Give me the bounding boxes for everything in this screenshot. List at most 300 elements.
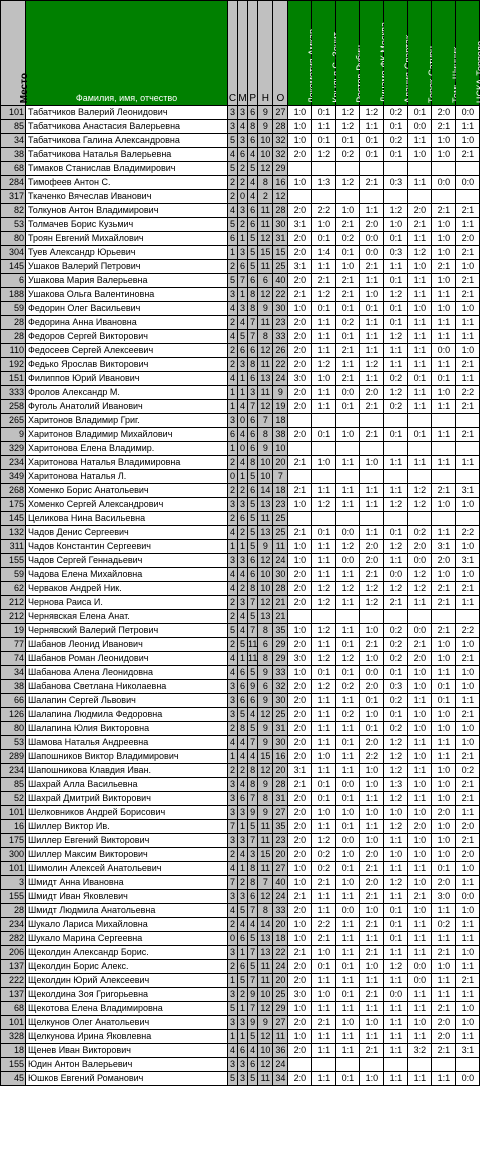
prediction-cell: 0:0 bbox=[432, 176, 456, 190]
s-cell: 3 bbox=[228, 792, 238, 806]
prediction-cell: 2:0 bbox=[408, 820, 432, 834]
place-cell: 85 bbox=[1, 778, 26, 792]
prediction-cell: 1:0 bbox=[408, 260, 432, 274]
s-cell: 6 bbox=[228, 428, 238, 442]
name-cell: Харитонова Елена Владимир. bbox=[26, 442, 228, 456]
prediction-cell: 2:1 bbox=[360, 176, 384, 190]
prediction-cell bbox=[432, 470, 456, 484]
o-cell: 27 bbox=[273, 106, 288, 120]
r-cell: 8 bbox=[248, 120, 258, 134]
s-cell: 3 bbox=[228, 694, 238, 708]
prediction-cell: 3:2 bbox=[408, 1044, 432, 1058]
prediction-cell: 2:1 bbox=[456, 708, 480, 722]
place-cell: 110 bbox=[1, 344, 26, 358]
prediction-cell bbox=[432, 414, 456, 428]
prediction-cell: 1:1 bbox=[312, 400, 336, 414]
prediction-cell: 1:1 bbox=[336, 946, 360, 960]
prediction-cell: 1:1 bbox=[312, 736, 336, 750]
prediction-cell: 1:1 bbox=[360, 1030, 384, 1044]
prediction-cell: 2:0 bbox=[360, 736, 384, 750]
prediction-cell: 1:2 bbox=[384, 288, 408, 302]
n-cell: 7 bbox=[258, 414, 273, 428]
m-cell: 2 bbox=[238, 876, 248, 890]
prediction-cell: 0:1 bbox=[384, 918, 408, 932]
r-cell: 6 bbox=[248, 890, 258, 904]
prediction-cell: 2:2 bbox=[360, 750, 384, 764]
r-cell: 7 bbox=[248, 1002, 258, 1016]
name-cell: Федько Ярослав Викторович bbox=[26, 358, 228, 372]
name-cell: Шукало Марина Сергеевна bbox=[26, 932, 228, 946]
prediction-cell: 2:0 bbox=[360, 218, 384, 232]
stat-header-n: Н bbox=[258, 1, 273, 106]
table-row bbox=[1, 876, 480, 890]
prediction-cell: 0:1 bbox=[408, 428, 432, 442]
prediction-cell: 2:1 bbox=[384, 596, 408, 610]
prediction-cell: 2:1 bbox=[408, 638, 432, 652]
table-row bbox=[1, 974, 480, 988]
prediction-cell: 0:2 bbox=[312, 848, 336, 862]
prediction-cell: 2:0 bbox=[288, 1072, 312, 1086]
name-cell: Тимаков Станислав Владимирович bbox=[26, 162, 228, 176]
o-cell: 30 bbox=[273, 218, 288, 232]
prediction-cell: 2:1 bbox=[456, 274, 480, 288]
place-cell: 317 bbox=[1, 190, 26, 204]
prediction-cell: 1:2 bbox=[336, 582, 360, 596]
prediction-cell: 2:0 bbox=[288, 792, 312, 806]
s-cell: 3 bbox=[228, 414, 238, 428]
prediction-cell bbox=[384, 414, 408, 428]
prediction-cell: 1:1 bbox=[336, 358, 360, 372]
prediction-cell: 1:1 bbox=[312, 708, 336, 722]
name-cell: Шахрай Алла Васильевна bbox=[26, 778, 228, 792]
n-cell: 10 bbox=[258, 456, 273, 470]
o-cell: 22 bbox=[273, 358, 288, 372]
prediction-cell: 1:1 bbox=[408, 1002, 432, 1016]
prediction-cell: 1:1 bbox=[408, 988, 432, 1002]
place-cell: 101 bbox=[1, 862, 26, 876]
place-cell: 268 bbox=[1, 484, 26, 498]
s-cell: 5 bbox=[228, 1072, 238, 1086]
prediction-cell bbox=[336, 512, 360, 526]
prediction-cell: 1:1 bbox=[432, 974, 456, 988]
o-cell: 24 bbox=[273, 372, 288, 386]
prediction-cell: 2:1 bbox=[288, 288, 312, 302]
prediction-cell: 1:0 bbox=[432, 386, 456, 400]
s-cell: 4 bbox=[228, 330, 238, 344]
prediction-cell: 1:0 bbox=[432, 792, 456, 806]
place-cell: 66 bbox=[1, 694, 26, 708]
name-cell: Шмидт Иван Яковлевич bbox=[26, 890, 228, 904]
prediction-cell: 0:0 bbox=[456, 176, 480, 190]
o-cell: 24 bbox=[273, 1058, 288, 1072]
prediction-cell: 1:1 bbox=[432, 288, 456, 302]
place-cell: 80 bbox=[1, 232, 26, 246]
n-cell: 13 bbox=[258, 372, 273, 386]
r-cell: 7 bbox=[248, 330, 258, 344]
prediction-cell: 2:1 bbox=[312, 932, 336, 946]
prediction-cell: 1:0 bbox=[360, 652, 384, 666]
prediction-cell: 1:1 bbox=[360, 274, 384, 288]
prediction-cell: 0:2 bbox=[336, 316, 360, 330]
name-cell: Черваков Андрей Ник. bbox=[26, 582, 228, 596]
s-cell: 7 bbox=[228, 876, 238, 890]
place-cell: 77 bbox=[1, 638, 26, 652]
m-cell: 8 bbox=[238, 722, 248, 736]
prediction-cell: 1:1 bbox=[408, 232, 432, 246]
s-cell: 4 bbox=[228, 904, 238, 918]
table-row bbox=[1, 610, 480, 624]
prediction-cell: 1:1 bbox=[456, 456, 480, 470]
n-cell: 2 bbox=[258, 190, 273, 204]
m-cell: 3 bbox=[238, 1016, 248, 1030]
prediction-cell: 1:2 bbox=[408, 498, 432, 512]
prediction-cell bbox=[312, 512, 336, 526]
prediction-cell: 1:0 bbox=[312, 946, 336, 960]
prediction-cell: 2:1 bbox=[360, 638, 384, 652]
prediction-cell: 1:3 bbox=[312, 176, 336, 190]
s-cell: 2 bbox=[228, 960, 238, 974]
prediction-cell: 1:0 bbox=[384, 848, 408, 862]
prediction-cell: 2:1 bbox=[456, 778, 480, 792]
n-cell: 10 bbox=[258, 134, 273, 148]
place-cell: 28 bbox=[1, 316, 26, 330]
prediction-cell: 1:2 bbox=[312, 652, 336, 666]
m-cell: 1 bbox=[238, 652, 248, 666]
name-cell: Шукало Лариса Михайловна bbox=[26, 918, 228, 932]
prediction-cell: 1:0 bbox=[432, 134, 456, 148]
prediction-cell: 2:1 bbox=[456, 428, 480, 442]
prediction-cell: 1:1 bbox=[456, 960, 480, 974]
prediction-cell: 1:0 bbox=[360, 1072, 384, 1086]
table-row bbox=[1, 106, 480, 120]
prediction-cell bbox=[432, 1058, 456, 1072]
prediction-cell: 2:0 bbox=[288, 204, 312, 218]
o-cell: 24 bbox=[273, 890, 288, 904]
n-cell: 13 bbox=[258, 498, 273, 512]
prediction-cell: 1:0 bbox=[432, 708, 456, 722]
s-cell: 2 bbox=[228, 176, 238, 190]
s-cell: 2 bbox=[228, 358, 238, 372]
prediction-cell: 1:1 bbox=[408, 792, 432, 806]
r-cell: 6 bbox=[248, 372, 258, 386]
prediction-cell: 1:0 bbox=[288, 302, 312, 316]
o-cell: 16 bbox=[273, 176, 288, 190]
r-cell: 4 bbox=[248, 918, 258, 932]
table-row bbox=[1, 1016, 480, 1030]
prediction-cell: 1:0 bbox=[456, 946, 480, 960]
n-cell: 9 bbox=[258, 442, 273, 456]
m-cell: 2 bbox=[238, 484, 248, 498]
name-cell: Чернявская Елена Анат. bbox=[26, 610, 228, 624]
prediction-cell bbox=[432, 190, 456, 204]
r-cell: 8 bbox=[248, 764, 258, 778]
name-cell: Шабанова Светлана Николаевна bbox=[26, 680, 228, 694]
o-cell: 20 bbox=[273, 918, 288, 932]
prediction-cell bbox=[456, 414, 480, 428]
prediction-cell: 1:0 bbox=[456, 1002, 480, 1016]
prediction-cell: 1:1 bbox=[312, 820, 336, 834]
name-cell: Хоменко Борис Анатольевич bbox=[26, 484, 228, 498]
r-cell: 5 bbox=[248, 1072, 258, 1086]
prediction-cell: 2:0 bbox=[408, 204, 432, 218]
prediction-cell: 2:0 bbox=[288, 750, 312, 764]
prediction-cell: 2:1 bbox=[456, 792, 480, 806]
m-cell: 1 bbox=[238, 820, 248, 834]
prediction-cell: 1:2 bbox=[360, 106, 384, 120]
name-cell: Чернявский Валерий Петрович bbox=[26, 624, 228, 638]
place-cell: 68 bbox=[1, 1002, 26, 1016]
r-cell: 5 bbox=[248, 960, 258, 974]
r-cell: 7 bbox=[248, 596, 258, 610]
table-row bbox=[1, 442, 480, 456]
s-cell: 4 bbox=[228, 526, 238, 540]
s-cell: 4 bbox=[228, 736, 238, 750]
prediction-cell: 1:0 bbox=[432, 246, 456, 260]
prediction-cell: 1:1 bbox=[360, 484, 384, 498]
prediction-cell: 3:1 bbox=[456, 1044, 480, 1058]
table-row bbox=[1, 568, 480, 582]
name-cell: Щелкунова Ирина Яковлевна bbox=[26, 1030, 228, 1044]
o-cell: 18 bbox=[273, 484, 288, 498]
prediction-cell: 2:1 bbox=[456, 582, 480, 596]
n-cell: 12 bbox=[258, 288, 273, 302]
place-cell: 282 bbox=[1, 932, 26, 946]
r-cell: 4 bbox=[248, 1044, 258, 1058]
prediction-cell: 1:0 bbox=[456, 134, 480, 148]
r-cell: 5 bbox=[248, 232, 258, 246]
table-row bbox=[1, 722, 480, 736]
prediction-cell bbox=[360, 442, 384, 456]
r-cell: 8 bbox=[248, 358, 258, 372]
m-cell: 1 bbox=[238, 1030, 248, 1044]
place-header bbox=[1, 1, 30, 106]
s-cell: 2 bbox=[228, 456, 238, 470]
prediction-cell: 1:0 bbox=[408, 778, 432, 792]
place-cell: 59 bbox=[1, 302, 26, 316]
prediction-cell bbox=[336, 442, 360, 456]
prediction-cell: 0:0 bbox=[336, 554, 360, 568]
prediction-cell: 2:1 bbox=[312, 876, 336, 890]
name-cell: Федосеев Сергей Алексеевич bbox=[26, 344, 228, 358]
s-cell: 1 bbox=[228, 386, 238, 400]
r-cell: 3 bbox=[248, 386, 258, 400]
name-cell: Харитонов Владимир Михайлович bbox=[26, 428, 228, 442]
prediction-cell: 2:1 bbox=[432, 204, 456, 218]
table-row bbox=[1, 512, 480, 526]
prediction-cell: 1:1 bbox=[360, 932, 384, 946]
r-cell: 5 bbox=[248, 722, 258, 736]
name-cell: Чернова Раиса И. bbox=[26, 596, 228, 610]
r-cell: 3 bbox=[248, 848, 258, 862]
prediction-cell: 1:0 bbox=[432, 820, 456, 834]
place-cell: 265 bbox=[1, 414, 26, 428]
table-row bbox=[1, 246, 480, 260]
prediction-cell bbox=[288, 1058, 312, 1072]
place-cell: 38 bbox=[1, 148, 26, 162]
r-cell: 7 bbox=[248, 904, 258, 918]
prediction-cell: 2:0 bbox=[288, 960, 312, 974]
prediction-cell: 2:1 bbox=[360, 428, 384, 442]
m-cell: 3 bbox=[238, 1058, 248, 1072]
r-cell: 7 bbox=[248, 974, 258, 988]
s-cell: 7 bbox=[228, 820, 238, 834]
prediction-cell: 1:1 bbox=[384, 554, 408, 568]
s-cell: 4 bbox=[228, 652, 238, 666]
prediction-cell: 1:0 bbox=[312, 372, 336, 386]
place-cell: 329 bbox=[1, 442, 26, 456]
n-cell: 13 bbox=[258, 946, 273, 960]
place-cell: 28 bbox=[1, 904, 26, 918]
prediction-cell bbox=[384, 470, 408, 484]
prediction-cell bbox=[384, 512, 408, 526]
o-cell: 26 bbox=[273, 344, 288, 358]
prediction-cell: 1:2 bbox=[384, 960, 408, 974]
prediction-cell: 1:1 bbox=[408, 918, 432, 932]
n-cell: 13 bbox=[258, 932, 273, 946]
n-cell: 8 bbox=[258, 176, 273, 190]
table-row bbox=[1, 960, 480, 974]
table-row bbox=[1, 918, 480, 932]
prediction-cell: 0:0 bbox=[456, 106, 480, 120]
prediction-cell: 2:1 bbox=[432, 946, 456, 960]
n-cell: 12 bbox=[258, 596, 273, 610]
prediction-cell: 3:0 bbox=[288, 372, 312, 386]
prediction-cell bbox=[312, 190, 336, 204]
name-cell: Щеколдин Борис Алекс. bbox=[26, 960, 228, 974]
stat-header-m: М bbox=[238, 1, 248, 106]
prediction-cell: 1:1 bbox=[408, 736, 432, 750]
s-cell: 4 bbox=[228, 372, 238, 386]
prediction-cell: 1:0 bbox=[456, 344, 480, 358]
prediction-cell: 1:2 bbox=[384, 204, 408, 218]
m-cell: 4 bbox=[238, 428, 248, 442]
prediction-cell: 1:0 bbox=[408, 834, 432, 848]
prediction-cell: 1:1 bbox=[456, 988, 480, 1002]
prediction-cell: 1:1 bbox=[432, 736, 456, 750]
prediction-cell: 0:2 bbox=[384, 624, 408, 638]
name-cell: Федоров Сергей Викторович bbox=[26, 330, 228, 344]
name-cell: Филиппов Юрий Иванович bbox=[26, 372, 228, 386]
prediction-cell: 0:0 bbox=[408, 554, 432, 568]
prediction-cell: 0:1 bbox=[336, 302, 360, 316]
prediction-cell: 1:0 bbox=[432, 638, 456, 652]
prediction-cell: 0:1 bbox=[336, 246, 360, 260]
m-cell: 3 bbox=[238, 358, 248, 372]
prediction-cell: 2:1 bbox=[336, 218, 360, 232]
prediction-cell: 1:1 bbox=[432, 456, 456, 470]
r-cell: 6 bbox=[248, 204, 258, 218]
prediction-cell bbox=[336, 414, 360, 428]
prediction-cell: 1:2 bbox=[360, 596, 384, 610]
prediction-cell: 1:0 bbox=[360, 778, 384, 792]
prediction-cell: 1:1 bbox=[408, 694, 432, 708]
prediction-cell: 3:0 bbox=[288, 988, 312, 1002]
prediction-cell: 1:0 bbox=[288, 106, 312, 120]
name-cell: Шимолин Алексей Анатольевич bbox=[26, 862, 228, 876]
o-cell: 21 bbox=[273, 610, 288, 624]
place-cell: 62 bbox=[1, 582, 26, 596]
prediction-cell: 1:2 bbox=[384, 498, 408, 512]
place-cell: 38 bbox=[1, 680, 26, 694]
prediction-cell: 1:0 bbox=[432, 302, 456, 316]
name-cell: Ушакова Мария Валерьевна bbox=[26, 274, 228, 288]
prediction-cell: 1:0 bbox=[384, 806, 408, 820]
place-cell: 9 bbox=[1, 428, 26, 442]
table-row bbox=[1, 484, 480, 498]
prediction-cell: 2:2 bbox=[312, 918, 336, 932]
r-cell: 11 bbox=[248, 638, 258, 652]
prediction-cell: 1:1 bbox=[384, 834, 408, 848]
prediction-cell: 1:0 bbox=[336, 428, 360, 442]
prediction-cell bbox=[336, 162, 360, 176]
prediction-cell: 1:1 bbox=[408, 764, 432, 778]
prediction-cell: 1:1 bbox=[432, 666, 456, 680]
name-cell: Юшков Евгений Романович bbox=[26, 1072, 228, 1086]
r-cell: 4 bbox=[248, 708, 258, 722]
prediction-cell: 0:1 bbox=[384, 148, 408, 162]
table-row bbox=[1, 330, 480, 344]
o-cell: 10 bbox=[273, 442, 288, 456]
prediction-cell: 2:1 bbox=[408, 890, 432, 904]
prediction-cell: 0:1 bbox=[360, 148, 384, 162]
name-cell: Шабанов Леонид Иванович bbox=[26, 638, 228, 652]
prediction-cell bbox=[384, 162, 408, 176]
m-cell: 5 bbox=[238, 708, 248, 722]
n-cell: 11 bbox=[258, 862, 273, 876]
r-cell: 8 bbox=[248, 288, 258, 302]
m-cell: 3 bbox=[238, 302, 248, 316]
name-cell: Шиллер Виктор Ив. bbox=[26, 820, 228, 834]
prediction-cell bbox=[384, 1058, 408, 1072]
table-row bbox=[1, 1058, 480, 1072]
prediction-cell: 0:2 bbox=[384, 372, 408, 386]
prediction-cell: 2:0 bbox=[288, 848, 312, 862]
prediction-cell bbox=[432, 610, 456, 624]
prediction-cell: 1:1 bbox=[432, 904, 456, 918]
prediction-cell: 1:1 bbox=[408, 288, 432, 302]
n-cell: 6 bbox=[258, 274, 273, 288]
prediction-cell: 2:1 bbox=[360, 918, 384, 932]
place-cell: 68 bbox=[1, 162, 26, 176]
m-cell: 3 bbox=[238, 890, 248, 904]
name-cell: Шалапина Людмила Федоровна bbox=[26, 708, 228, 722]
prediction-cell: 0:2 bbox=[408, 526, 432, 540]
r-cell: 5 bbox=[248, 162, 258, 176]
n-cell: 11 bbox=[258, 218, 273, 232]
m-cell: 1 bbox=[238, 288, 248, 302]
r-cell: 7 bbox=[248, 400, 258, 414]
r-cell: 6 bbox=[248, 694, 258, 708]
prediction-cell: 1:1 bbox=[408, 946, 432, 960]
o-cell: 31 bbox=[273, 722, 288, 736]
m-cell: 1 bbox=[238, 372, 248, 386]
prediction-cell: 2:0 bbox=[432, 1030, 456, 1044]
prediction-cell: 0:1 bbox=[312, 960, 336, 974]
prediction-cell: 1:0 bbox=[360, 834, 384, 848]
prediction-cell: 1:0 bbox=[360, 624, 384, 638]
table-row bbox=[1, 386, 480, 400]
name-cell: Шамова Наталья Андреевна bbox=[26, 736, 228, 750]
prediction-cell: 1:2 bbox=[384, 386, 408, 400]
prediction-cell: 0:1 bbox=[384, 932, 408, 946]
match-header bbox=[312, 1, 336, 106]
prediction-cell bbox=[288, 512, 312, 526]
name-cell: Федорин Олег Васильевич bbox=[26, 302, 228, 316]
prediction-cell: 2:0 bbox=[456, 232, 480, 246]
prediction-cell: 0:3 bbox=[384, 176, 408, 190]
prediction-cell: 1:1 bbox=[312, 344, 336, 358]
place-cell: 192 bbox=[1, 358, 26, 372]
